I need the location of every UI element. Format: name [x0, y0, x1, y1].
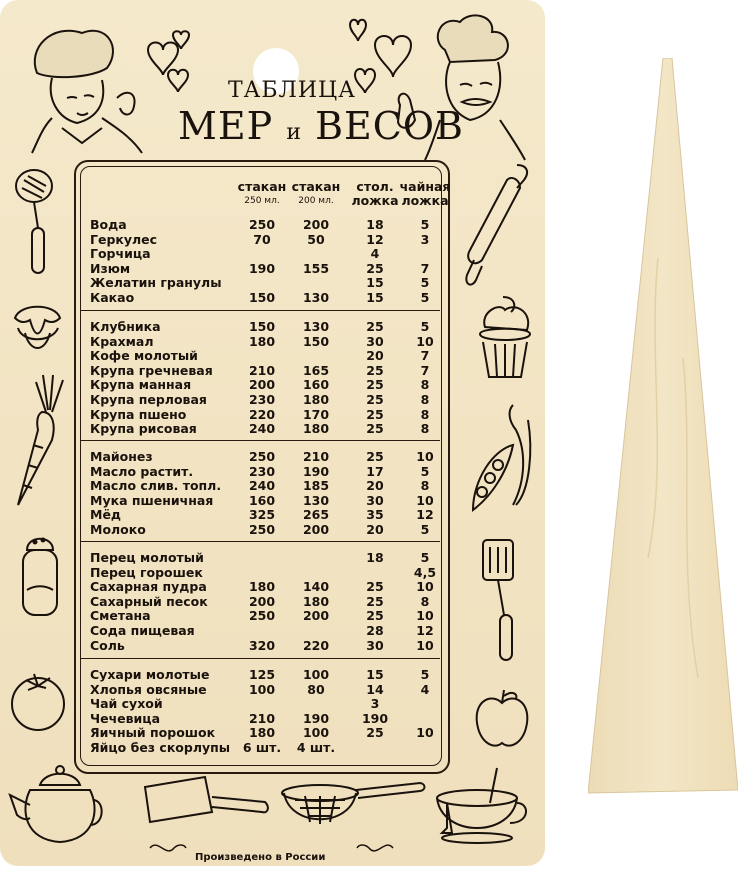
row-value: 7	[420, 260, 430, 276]
whisk-icon	[12, 168, 62, 282]
row-product-name: Сода пищевая	[90, 623, 195, 638]
row-value: 150	[248, 290, 276, 305]
row-product-name: Клубника	[90, 319, 161, 334]
row-value: 8	[420, 377, 430, 393]
row-product-name: Яичный порошок	[90, 725, 216, 741]
row-value: 5	[420, 290, 430, 305]
row-product-name: Сухари молотые	[90, 667, 210, 682]
row-product-name: Крупа манная	[90, 377, 192, 393]
row-value: 240	[248, 478, 276, 494]
row-value: 100	[248, 681, 276, 697]
row-value: 325	[248, 507, 276, 523]
table-row	[90, 262, 440, 276]
row-value: 100	[302, 725, 330, 741]
row-product-name: Яйцо без скорлупы	[90, 740, 231, 755]
row-value: 190	[361, 710, 389, 726]
footer-text: Произведено в России	[195, 852, 326, 863]
row-value: 8	[420, 478, 430, 494]
cleaver-icon	[140, 772, 270, 836]
column-header-label: стол.	[356, 179, 394, 194]
table-row	[90, 465, 440, 479]
table-row	[90, 494, 440, 508]
column-header	[235, 180, 289, 208]
table-row	[90, 639, 440, 653]
table-row	[90, 349, 440, 363]
row-value: 20	[366, 478, 384, 494]
title-word-mer: МЕР	[178, 104, 274, 148]
row-value: 180	[302, 392, 330, 407]
row-value: 250	[248, 522, 276, 537]
column-header-label: чайная	[399, 179, 451, 194]
table-divider	[80, 310, 440, 311]
table-row	[90, 523, 440, 537]
table-row	[90, 422, 440, 436]
column-header-label: стакан	[291, 179, 341, 194]
table-row	[90, 247, 440, 261]
row-value: 130	[302, 290, 330, 305]
row-value: 3	[420, 231, 430, 247]
table-divider	[80, 541, 440, 542]
row-product-name: Молоко	[90, 522, 146, 537]
row-product-name: Изюм	[90, 260, 131, 276]
row-value: 12	[416, 507, 434, 523]
row-product-name: Чечевица	[90, 710, 161, 726]
row-value: 150	[302, 333, 330, 349]
apple-icon	[472, 688, 532, 757]
row-product-name: Крупа перловая	[90, 392, 207, 407]
row-value: 8	[420, 392, 430, 407]
row-value: 100	[302, 667, 330, 682]
row-value: 17	[366, 463, 384, 479]
row-value: 250	[248, 217, 276, 232]
flourish-left-icon	[148, 836, 188, 864]
teapot-icon	[5, 760, 105, 854]
row-value: 200	[248, 377, 276, 393]
row-product-name: Чай сухой	[90, 696, 163, 712]
row-value: 230	[248, 392, 276, 407]
row-product-name: Горчица	[90, 246, 151, 262]
row-value: 4 шт.	[296, 740, 336, 755]
table-row	[90, 291, 440, 305]
row-value: 80	[307, 681, 325, 697]
table-row	[90, 479, 440, 493]
row-value: 25	[366, 362, 384, 378]
sieve-icon	[280, 778, 430, 842]
row-value: 8	[420, 593, 430, 609]
teacup-icon	[432, 768, 532, 852]
row-value: 7	[420, 362, 430, 378]
row-value: 5	[420, 463, 430, 479]
row-value: 6 шт.	[242, 740, 282, 755]
row-value: 200	[302, 217, 330, 232]
table-row	[90, 712, 440, 726]
row-value: 25	[366, 449, 384, 464]
table-divider	[80, 440, 440, 441]
row-product-name: Вода	[90, 217, 127, 232]
column-header-sub: ложка	[351, 193, 399, 208]
table-row	[90, 551, 440, 565]
row-value: 180	[248, 579, 276, 595]
row-value: 10	[416, 492, 434, 508]
table-row	[90, 624, 440, 638]
row-value: 4,5	[413, 564, 437, 580]
row-value: 155	[302, 260, 330, 276]
row-value: 220	[302, 637, 330, 653]
table-row	[90, 408, 440, 422]
row-value: 25	[366, 392, 384, 407]
croissant-icon	[10, 298, 65, 362]
table-row	[90, 320, 440, 334]
row-value: 15	[366, 290, 384, 305]
row-value: 4	[370, 246, 380, 262]
heart-icon	[128, 30, 203, 104]
row-value: 3	[370, 696, 380, 712]
row-value: 8	[420, 406, 430, 422]
row-value: 25	[366, 377, 384, 393]
row-value: 185	[302, 478, 330, 494]
row-value: 10	[416, 637, 434, 653]
row-value: 5	[420, 550, 430, 565]
column-header-label: стакан	[237, 179, 287, 194]
row-value: 25	[366, 319, 384, 334]
row-value: 12	[366, 231, 384, 247]
table-row	[90, 580, 440, 594]
column-header	[289, 180, 343, 208]
table-row	[90, 393, 440, 407]
row-product-name: Кофе молотый	[90, 348, 198, 364]
row-product-name: Какао	[90, 290, 135, 305]
table-row	[90, 276, 440, 290]
row-value: 5	[420, 522, 430, 537]
row-value: 20	[366, 348, 384, 364]
row-value: 5	[420, 275, 430, 291]
row-value: 10	[416, 449, 434, 464]
row-value: 200	[302, 608, 330, 624]
row-value: 165	[302, 362, 330, 378]
column-header-sub: 250 мл.	[244, 196, 280, 206]
row-value: 50	[307, 231, 325, 247]
row-value: 20	[366, 522, 384, 537]
row-product-name: Крупа пшено	[90, 406, 187, 422]
row-product-name: Хлопья овсяные	[90, 681, 207, 697]
table-row	[90, 668, 440, 682]
row-value: 10	[416, 608, 434, 624]
title-word-vesov: ВЕСОВ	[315, 104, 464, 148]
row-product-name: Мёд	[90, 507, 122, 523]
table-row	[90, 378, 440, 392]
table-row	[90, 450, 440, 464]
row-product-name: Масло слив. топл.	[90, 478, 222, 494]
row-value: 210	[248, 362, 276, 378]
row-value: 125	[248, 667, 276, 682]
table-row	[90, 741, 440, 755]
row-value: 35	[366, 507, 384, 523]
row-value: 250	[248, 608, 276, 624]
row-product-name: Перец молотый	[90, 550, 204, 565]
row-value: 190	[302, 710, 330, 726]
row-value: 160	[302, 377, 330, 393]
row-value: 130	[302, 492, 330, 508]
row-value: 5	[420, 217, 430, 232]
row-value: 10	[416, 725, 434, 741]
row-value: 180	[248, 725, 276, 741]
row-value: 210	[248, 710, 276, 726]
carrot-icon	[8, 370, 68, 514]
table-row	[90, 335, 440, 349]
row-value: 15	[366, 667, 384, 682]
table-row	[90, 609, 440, 623]
row-product-name: Сахарный песок	[90, 593, 208, 609]
row-value: 4	[420, 681, 430, 697]
row-value: 5	[420, 667, 430, 682]
row-value: 220	[248, 406, 276, 422]
table-row	[90, 595, 440, 609]
row-value: 25	[366, 579, 384, 595]
row-value: 10	[416, 579, 434, 595]
row-value: 25	[366, 725, 384, 741]
row-product-name: Соль	[90, 637, 125, 653]
column-header	[348, 180, 402, 208]
row-value: 12	[416, 623, 434, 638]
table-row	[90, 683, 440, 697]
row-value: 130	[302, 319, 330, 334]
row-value: 180	[302, 421, 330, 437]
cupcake-icon	[475, 292, 535, 386]
row-value: 30	[366, 637, 384, 653]
row-product-name: Крупа гречневая	[90, 362, 213, 378]
row-value: 25	[366, 608, 384, 624]
row-value: 25	[366, 406, 384, 422]
row-value: 240	[248, 421, 276, 437]
row-value: 200	[302, 522, 330, 537]
row-value: 25	[366, 421, 384, 437]
table-divider	[80, 658, 440, 659]
row-value: 28	[366, 623, 384, 638]
row-value: 7	[420, 348, 430, 364]
wooden-wedge-stand	[588, 58, 738, 802]
row-value: 180	[302, 593, 330, 609]
table-row	[90, 508, 440, 522]
table-row	[90, 566, 440, 580]
row-value: 250	[248, 449, 276, 464]
column-header	[398, 180, 452, 208]
row-value: 180	[248, 333, 276, 349]
row-value: 210	[302, 449, 330, 464]
table-row	[90, 726, 440, 740]
row-product-name: Мука пшеничная	[90, 492, 214, 508]
row-value: 150	[248, 319, 276, 334]
row-value: 200	[248, 593, 276, 609]
row-product-name: Масло растит.	[90, 463, 194, 479]
row-value: 160	[248, 492, 276, 508]
row-value: 18	[366, 217, 384, 232]
salt-shaker-icon	[15, 530, 65, 624]
man-chef-icon	[380, 10, 530, 164]
row-value: 18	[366, 550, 384, 565]
row-value: 15	[366, 275, 384, 291]
row-value: 70	[253, 231, 271, 247]
row-product-name: Сметана	[90, 608, 151, 624]
row-value: 25	[366, 260, 384, 276]
flourish-right-icon	[355, 836, 395, 864]
rolling-pin-icon	[462, 160, 537, 294]
row-value: 320	[248, 637, 276, 653]
row-product-name: Крахмал	[90, 333, 154, 349]
row-value: 190	[302, 463, 330, 479]
title-word-i: и	[286, 120, 302, 145]
table-row	[90, 218, 440, 232]
row-value: 190	[248, 260, 276, 276]
row-value: 14	[366, 681, 384, 697]
row-product-name: Перец горошек	[90, 564, 203, 580]
spatula-icon	[478, 535, 528, 669]
row-product-name: Майонез	[90, 449, 153, 464]
row-value: 30	[366, 492, 384, 508]
row-product-name: Крупа рисовая	[90, 421, 197, 437]
tomato-icon	[6, 668, 71, 737]
table-row	[90, 697, 440, 711]
row-value: 265	[302, 507, 330, 523]
row-value: 30	[366, 333, 384, 349]
row-value: 10	[416, 333, 434, 349]
table-row	[90, 364, 440, 378]
peas-icon	[468, 400, 538, 524]
row-value: 25	[366, 593, 384, 609]
row-product-name: Сахарная пудра	[90, 579, 207, 595]
column-header-sub: 200 мл.	[298, 196, 334, 206]
row-value: 230	[248, 463, 276, 479]
table-row	[90, 233, 440, 247]
title-line1: ТАБЛИЦА	[228, 78, 356, 103]
row-product-name: Желатин гранулы	[90, 275, 222, 291]
row-value: 170	[302, 406, 330, 422]
row-value: 5	[420, 319, 430, 334]
row-value: 8	[420, 421, 430, 437]
row-product-name: Геркулес	[90, 231, 158, 247]
column-header-sub: ложка	[401, 193, 449, 208]
row-value: 140	[302, 579, 330, 595]
